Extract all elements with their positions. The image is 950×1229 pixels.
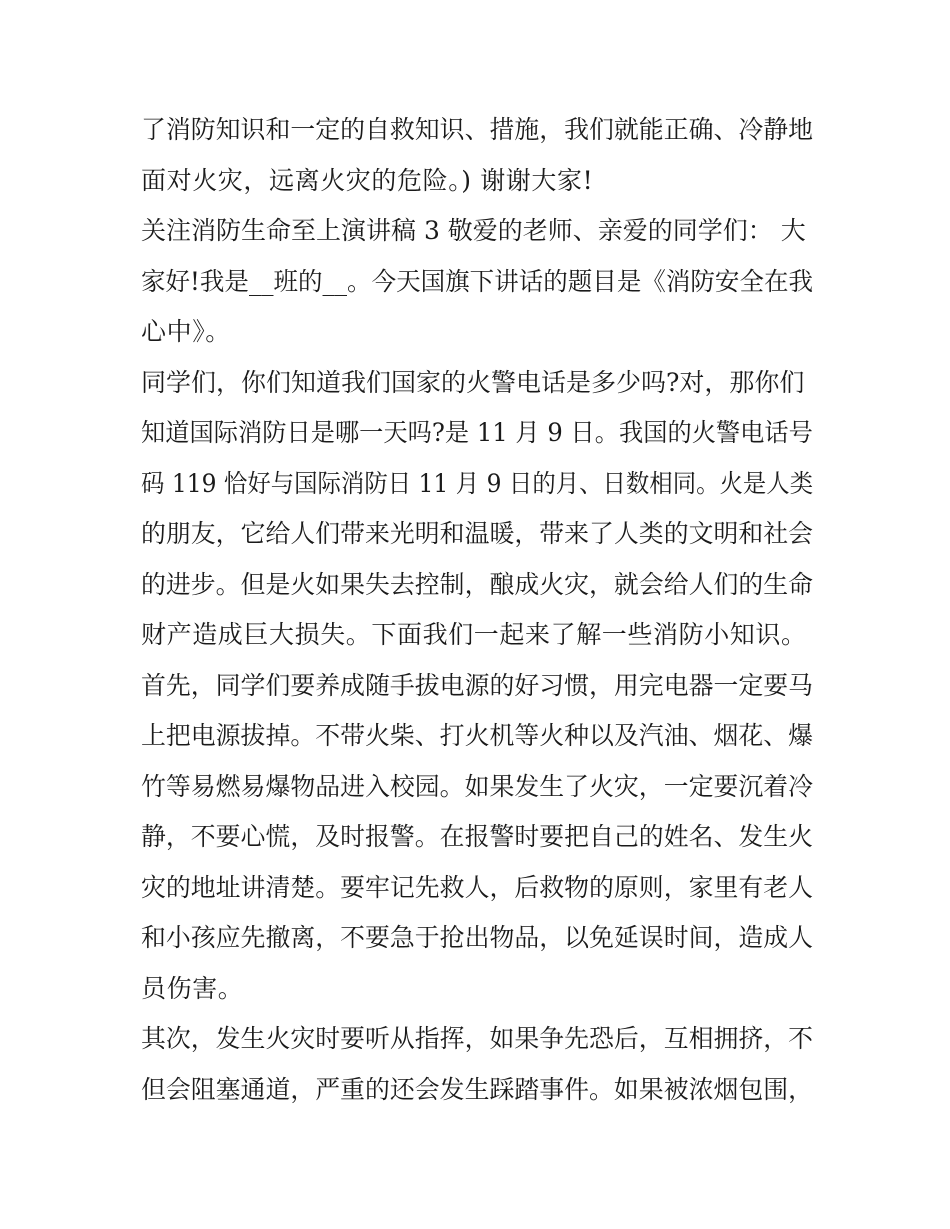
text-line: 的进步。但是火如果失去控制，酿成火灾，就会给人们的生命 [141, 569, 814, 599]
text-line: 竹等易燃易爆物品进入校园。如果发生了火灾，一定要沉着冷 [141, 771, 814, 801]
text-line: 财产造成巨大损失。下面我们一起来了解一些消防小知识。 [141, 620, 807, 649]
text-line: 其次，发生火灾时要听从指挥，如果争先恐后，互相拥挤，不 [141, 1024, 814, 1053]
paragraph-2 [141, 206, 813, 358]
text-line: 关注消防生命至上演讲稿 3 敬爱的老师、亲爱的同学们： 大 [141, 216, 806, 245]
text-line: 首先，同学们要养成随手拔电源的好习惯，用完电器一定要马 [141, 670, 814, 700]
text-line: 面对火灾，远离火灾的危险。) 谢谢大家! [141, 165, 594, 195]
paragraph-1 [141, 105, 813, 206]
text-line: 同学们，你们知道我们国家的火警电话是多少吗?对，那你们 [141, 367, 805, 397]
text-line: 但会阻塞通道，严重的还会发生踩踏事件。如果被浓烟包围， [141, 1074, 814, 1104]
text-line: 码 119 恰好与国际消防日 11 月 9 日的月、日数相同。火是人类 [141, 468, 814, 498]
text-line: 的朋友，它给人们带来光明和温暖，带来了人类的文明和社会 [141, 519, 814, 548]
text-line: 知道国际消防日是哪一天吗?是 11 月 9 日。我国的火警电话号 [141, 418, 813, 447]
text-line: 静，不要心慌，及时报警。在报警时要把自己的姓名、发生火 [141, 822, 814, 851]
text-line: 了消防知识和一定的自救知识、措施，我们就能正确、冷静地 [141, 115, 814, 144]
text-line: 和小孩应先撤离，不要急于抢出物品，以免延误时间，造成人 [141, 923, 814, 952]
text-line: 家好!我是__班的__。今天国旗下讲话的题目是《消防安全在我 [141, 266, 814, 296]
document-body [141, 105, 813, 1115]
text-line: 心中》。 [141, 317, 231, 346]
text-line: 上把电源拔掉。不带火柴、打火机等火种以及汽油、烟花、爆 [141, 721, 814, 750]
paragraph-3 [141, 358, 813, 661]
paragraph-4 [141, 661, 813, 1015]
text-line: 员伤害。 [141, 973, 244, 1003]
text-line: 灾的地址讲清楚。要牢记先救人，后救物的原则，家里有老人 [141, 872, 814, 902]
paragraph-5 [141, 1014, 813, 1115]
